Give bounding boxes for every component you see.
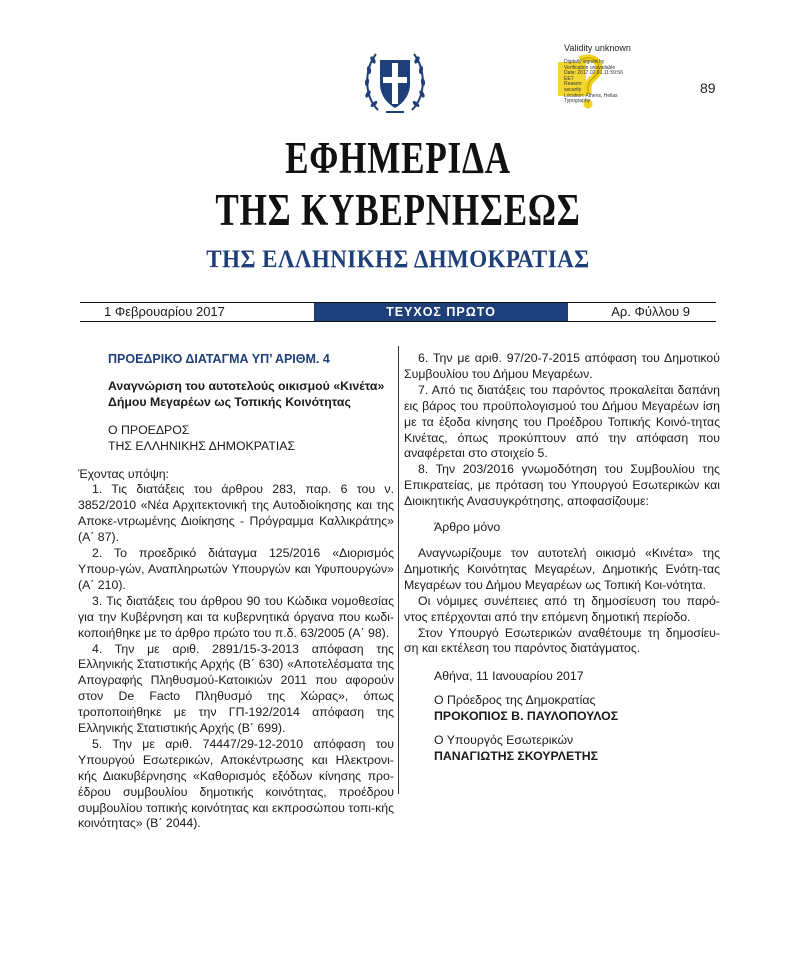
recital-item: 1. Τις διατάξεις του άρθρου 283, παρ. 6 του ν. 3852/2010 «Νέα Αρχιτεκτονική της Αυτοδιοίκησης και της Αποκε-ντρωμένης Διοίκησης - Πρόγραμμα Καλλικράτης» (Α΄ 87). <box>78 482 394 545</box>
gazette-title-line1: ΕΦΗΜΕΡΙΔΑ <box>285 133 511 183</box>
gazette-subtitle: ΤΗΣ ΕΛΛΗΝΙΚΗΣ ΔΗΜΟΚΡΑΤΙΑΣ <box>206 246 590 273</box>
article-paragraph: Στον Υπουργό Εσωτερικών αναθέτουμε τη δημοσίευ-ση και εκτέλεση του παρόντος διατάγματος. <box>404 625 720 656</box>
left-column <box>78 352 394 832</box>
place-date: Αθήνα, 11 Ιανουαρίου 2017 <box>434 669 584 684</box>
president-role: Ο Πρόεδρος της Δημοκρατίας <box>434 693 596 708</box>
minister-role: Ο Υπουργός Εσωτερικών <box>434 733 574 748</box>
article-paragraph: Οι νόμιμες συνέπειες από τη δημοσίευση του παρό-ντος επέρχονται από την επόμενη δημοτική περίοδο. <box>404 593 720 624</box>
sheet-number: Αρ. Φύλλου 9 <box>611 304 690 319</box>
gazette-title-line2: ΤΗΣ ΚΥΒΕΡΝΗΣΕΩΣ <box>215 185 581 235</box>
recital-item: 7. Από τις διατάξεις του παρόντος προκαλείται δαπάνη εις βάρος του προϋπολογισμού του Δήμου Μεγαρέων ίση με τα έξοδα κίνησης του Προέδρου Τοπικής Κοινό-τητας Κινέτας, όπως προκύπτουν από την απόφαση που αναφέρεται στο στοιχείο 5. <box>404 382 720 461</box>
article-paragraph: Αναγνωρίζουμε τον αυτοτελή οικισμό «Κινέτα» της Δημοτικής Κοινότητας Μεγαρέων, Δημοτικής Ενότη-τας Μεγαρέων του Δήμου Μεγαρέων ως Τοπική Κοι-νότητα. <box>404 545 720 592</box>
page-number: 89 <box>700 80 716 96</box>
digital-signature-stamp <box>558 44 632 116</box>
issue-bar <box>80 302 716 322</box>
column-divider <box>398 346 399 794</box>
having-regard: Έχοντας υπόψη: <box>78 466 169 481</box>
recital-item: 3. Τις διατάξεις του άρθρου 90 του Κώδικα νομοθεσίας για την Κυβέρνηση και τα κυβερνητικά όργανα που κωδι-κοποιήθηκε με το άρθρο πρώτο του π.δ. 63/2005 (Α΄ 98). <box>78 593 394 640</box>
recital-item: 6. Την με αριθ. 97/20-7-2015 απόφαση του Δημοτικού Συμβουλίου του Δήμου Μεγαρέων. <box>404 351 720 381</box>
signature-details: Digitally signed by Verification unavailable Date: 2017.02.01 11:59:56 EET Reason: security Location: Athens, Hellas Typography <box>564 59 623 105</box>
signature-validity-label: Validity unknown <box>564 43 631 53</box>
president-name: ΠΡΟΚΟΠΙΟΣ Β. ΠΑΥΛΟΠΟΥΛΟΣ <box>434 709 619 724</box>
president-heading-line1: Ο ΠΡΟΕΔΡΟΣ <box>108 422 190 437</box>
recital-item: 5. Την με αριθ. 74447/29-12-2010 απόφαση του Υπουργού Εσωτερικών, Αποκέντρωσης και Ηλεκτρονι-κής Διακυβέρνησης «Καθορισμός εξόδων κίνησης προ-έδρου συμβουλίου δημοτικής κοινότητας, προέδρου συμβουλίου τοπικής κοινότητας και εκπροσώπου τοπι-κής κοινότητας» (Β΄ 2044). <box>78 736 394 831</box>
recital-item: 2. Το προεδρικό διάταγμα 125/2016 «Διορισμός Υπουρ-γών, Αναπληρωτών Υπουργών και Υφυπουργών» (Α΄ 210). <box>78 546 394 592</box>
recital-item: 8. Την 203/2016 γνωμοδότηση του Συμβουλίου της Επικρατείας, με πρόταση του Υπουργού Εσωτερικών και Διοικητικής Ανασυγκρότησης, αποφασίζουμε: <box>404 462 720 509</box>
decree-title: ΠΡΟΕΔΡΙΚΟ ΔΙΑΤΑΓΜΑ ΥΠ’ ΑΡΙΘΜ. 4 <box>108 352 330 366</box>
decree-subject-line1: Αναγνώριση του αυτοτελούς οικισμού «Κινέτα» <box>108 378 385 393</box>
greek-coat-of-arms-icon <box>360 44 430 118</box>
recital-item: 4. Την με αριθ. 2891/15-3-2013 απόφαση της Ελληνικής Στατιστικής Αρχής (Β΄ 630) «Αποτελέσματα της Απογραφής Πληθυσμού-Κατοικιών 2011 που αφορούν στον De Facto Πληθυσμό της Χώρας», όπως τροποποιήθηκε με την ΓΠ-192/2014 απόφαση της Ελληνικής Στατιστικής Αρχής (Β΄ 699). <box>78 641 394 736</box>
article-heading: Άρθρο μόνο <box>434 520 501 535</box>
issue-label: ΤΕΥΧΟΣ ΠΡΩΤΟ <box>314 303 568 321</box>
issue-date: 1 Φεβρουαρίου 2017 <box>104 304 225 319</box>
president-heading-line2: ΤΗΣ ΕΛΛΗΝΙΚΗΣ ΔΗΜΟΚΡΑΤΙΑΣ <box>108 438 296 453</box>
minister-name: ΠΑΝΑΓΙΩΤΗΣ ΣΚΟΥΡΛΕΤΗΣ <box>434 748 598 763</box>
decree-subject-line2: Δήμου Μεγαρέων ως Τοπικής Κοινότητας <box>108 394 351 409</box>
right-column <box>404 351 720 765</box>
